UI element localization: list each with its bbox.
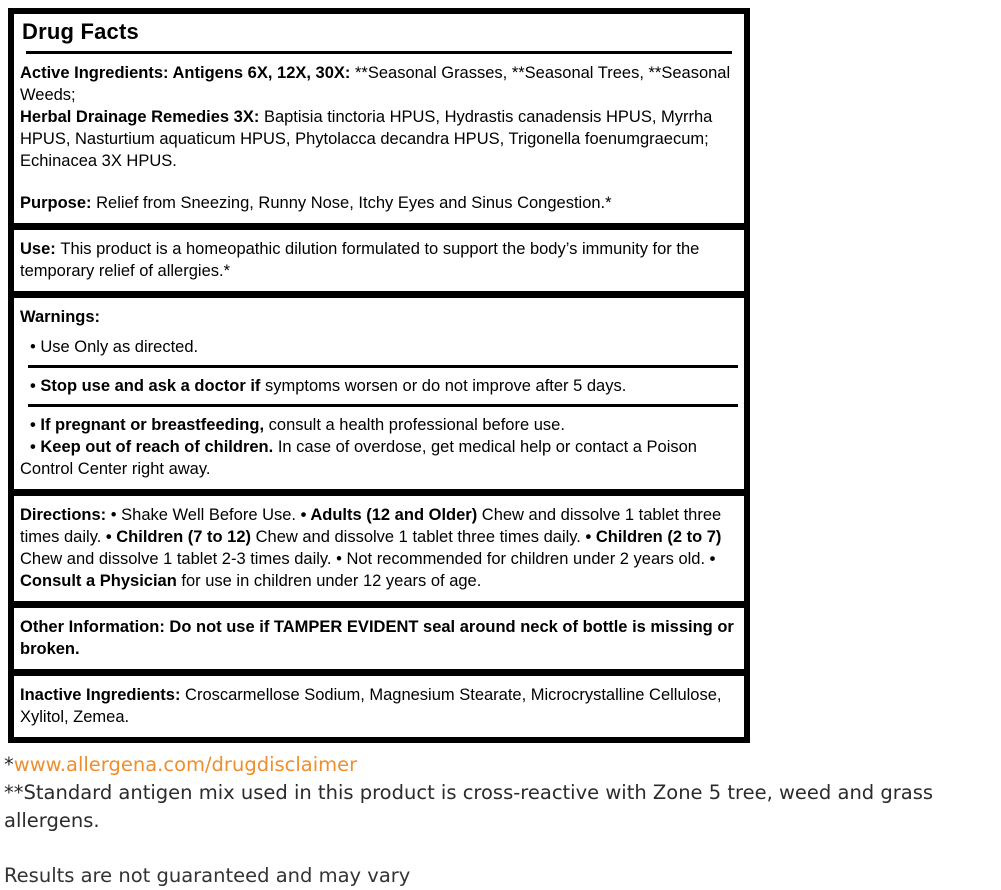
cross-reactive-footnote: **Standard antigen mix used in this product is cross-reactive with Zone 5 tree, weed and grass allergens. — [4, 781, 934, 832]
drug-facts-header — [14, 14, 744, 54]
section-divider — [14, 601, 744, 608]
warning-separator-rule — [28, 404, 738, 407]
section-use — [14, 230, 744, 291]
directions-text: Directions: • Shake Well Before Use. • Adults (12 and Older) Chew and dissolve 1 tablet three times daily. • Children (7 to 12) Chew and dissolve 1 tablet three times daily. • Children (2 to 7) Chew and dissolve 1 tablet 2-3 times daily. • Not recommended for children under 2 years old. • Consult a Physician for use in children under 12 years of age. — [20, 506, 722, 590]
warning-item-stop-use: • Stop use and ask a doctor if symptoms worsen or do not improve after 5 days. — [30, 377, 627, 395]
active-ingredients-text: Active Ingredients: Antigens 6X, 12X, 30X: **Seasonal Grasses, **Seasonal Trees, **Seasonal Weeds; — [20, 64, 731, 104]
section-inactive-ingredients — [14, 676, 744, 737]
warning-item-use-only: • Use Only as directed. — [30, 338, 199, 356]
section-warnings — [14, 298, 744, 489]
inactive-ingredients-text: Inactive Ingredients: Croscarmellose Sodium, Magnesium Stearate, Microcrystalline Cellulose, Xylitol, Zemea. — [20, 686, 722, 726]
section-divider — [14, 489, 744, 496]
drug-facts-box — [8, 8, 750, 743]
other-information-text: Other Information: Do not use if TAMPER EVIDENT seal around neck of bottle is missing or broken. — [20, 618, 734, 658]
warnings-heading: Warnings: — [20, 308, 101, 326]
drug-disclaimer-link[interactable]: www.allergena.com/drugdisclaimer — [13, 753, 358, 776]
section-divider — [14, 223, 744, 230]
use-text: Use: This product is a homeopathic dilution formulated to support the body’s immunity for the temporary relief of allergies.* — [20, 240, 700, 280]
footnote-asterisk: * — [4, 753, 14, 776]
drug-facts-title: Drug Facts — [22, 19, 139, 44]
section-active-ingredients — [14, 54, 744, 223]
herbal-drainage-remedies-text: Herbal Drainage Remedies 3X: Baptisia tinctoria HPUS, Hydrastis canadensis HPUS, Myrrha HPUS, Nasturtium aquaticum HPUS, Phytolacca decandra HPUS, Trigonella foenumgraecum; Echinacea 3X HPUS. — [20, 108, 713, 170]
section-directions — [14, 496, 744, 601]
warning-item-keep-out-of-reach: • Keep out of reach of children. In case of overdose, get medical help or contact a Poison Control Center right away. — [20, 438, 697, 478]
section-divider — [14, 291, 744, 298]
results-disclaimer: Results are not guaranteed and may vary — [4, 864, 411, 887]
warning-separator-rule — [28, 365, 738, 368]
warning-item-pregnant: • If pregnant or breastfeeding, consult a health professional before use. — [30, 416, 565, 434]
disclaimer-link-line — [4, 751, 998, 779]
purpose-text: Purpose: Relief from Sneezing, Runny Nose, Itchy Eyes and Sinus Congestion.* — [20, 194, 612, 212]
section-other-information — [14, 608, 744, 669]
section-divider — [14, 669, 744, 676]
label-footnotes — [4, 751, 998, 890]
